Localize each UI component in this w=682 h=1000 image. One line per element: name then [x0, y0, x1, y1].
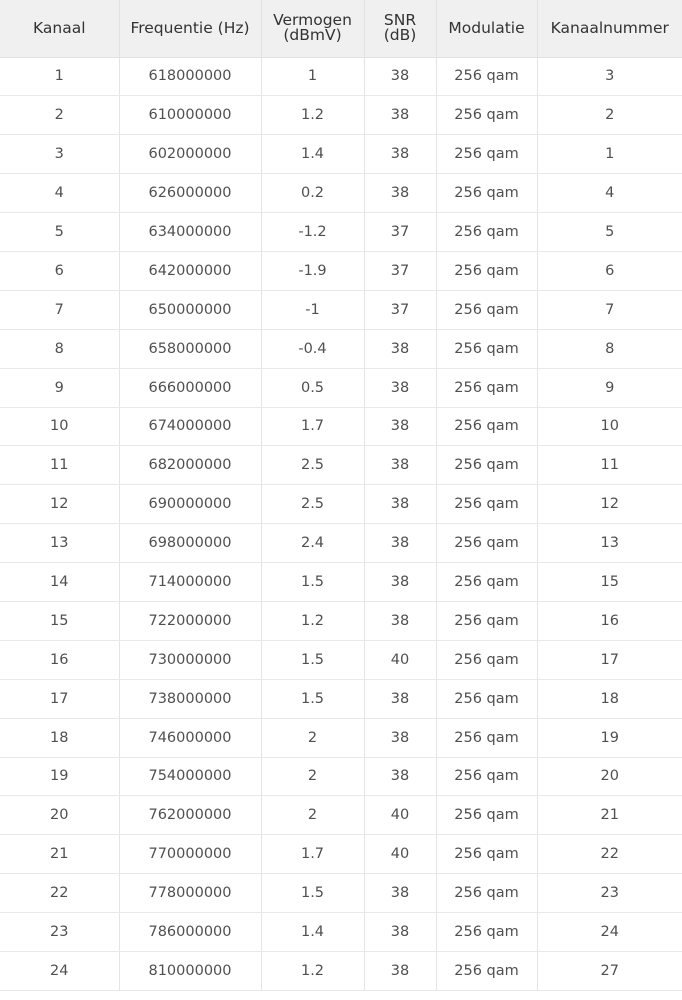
cell-vermogen: 1.5 — [261, 679, 364, 718]
cell-snr: 38 — [364, 524, 436, 563]
cell-frequentie: 626000000 — [119, 174, 261, 213]
table-row — [0, 290, 682, 329]
table-row — [0, 796, 682, 835]
cell-modulatie: 256 qam — [436, 913, 537, 952]
cell-vermogen: 1.7 — [261, 407, 364, 446]
cell-frequentie: 634000000 — [119, 213, 261, 252]
cell-modulatie: 256 qam — [436, 135, 537, 174]
cell-kanaalnummer: 11 — [537, 446, 682, 485]
cell-vermogen: 2.5 — [261, 485, 364, 524]
cell-snr: 40 — [364, 835, 436, 874]
cell-snr: 38 — [364, 485, 436, 524]
cell-kanaalnummer: 21 — [537, 796, 682, 835]
cell-modulatie: 256 qam — [436, 485, 537, 524]
cell-kanaalnummer: 27 — [537, 951, 682, 990]
header-label: Vermogen — [273, 11, 352, 30]
cell-kanaal: 16 — [0, 640, 119, 679]
cell-vermogen: 1.5 — [261, 874, 364, 913]
cell-vermogen: 1.4 — [261, 135, 364, 174]
cell-snr: 38 — [364, 368, 436, 407]
cell-vermogen: 1.7 — [261, 835, 364, 874]
table-row — [0, 174, 682, 213]
cell-snr: 38 — [364, 407, 436, 446]
header-unit: (dB) — [383, 26, 417, 45]
table-row — [0, 679, 682, 718]
cell-modulatie: 256 qam — [436, 524, 537, 563]
cell-kanaal: 7 — [0, 290, 119, 329]
cell-frequentie: 610000000 — [119, 96, 261, 135]
cell-kanaalnummer: 16 — [537, 601, 682, 640]
cell-vermogen: 1.2 — [261, 96, 364, 135]
table-row — [0, 368, 682, 407]
cell-kanaal: 21 — [0, 835, 119, 874]
cell-modulatie: 256 qam — [436, 290, 537, 329]
header-label: Kanaalnummer — [550, 18, 669, 37]
cell-kanaalnummer: 17 — [537, 640, 682, 679]
cell-kanaal: 1 — [0, 57, 119, 96]
cell-frequentie: 602000000 — [119, 135, 261, 174]
cell-vermogen: 1.4 — [261, 913, 364, 952]
cell-kanaal: 12 — [0, 485, 119, 524]
table-row — [0, 718, 682, 757]
table-row — [0, 913, 682, 952]
table-row — [0, 874, 682, 913]
cell-kanaalnummer: 6 — [537, 251, 682, 290]
cell-kanaalnummer: 20 — [537, 757, 682, 796]
cell-snr: 38 — [364, 874, 436, 913]
cell-kanaal: 18 — [0, 718, 119, 757]
cell-frequentie: 618000000 — [119, 57, 261, 96]
cell-frequentie: 778000000 — [119, 874, 261, 913]
cell-kanaal: 2 — [0, 96, 119, 135]
cell-modulatie: 256 qam — [436, 57, 537, 96]
cell-modulatie: 256 qam — [436, 407, 537, 446]
cell-vermogen: 1.2 — [261, 951, 364, 990]
cell-frequentie: 810000000 — [119, 951, 261, 990]
cell-frequentie: 714000000 — [119, 563, 261, 602]
cell-modulatie: 256 qam — [436, 718, 537, 757]
table-row — [0, 524, 682, 563]
cell-frequentie: 658000000 — [119, 329, 261, 368]
table-row — [0, 135, 682, 174]
cell-kanaal: 17 — [0, 679, 119, 718]
cell-kanaal: 11 — [0, 446, 119, 485]
cell-vermogen: 1.5 — [261, 563, 364, 602]
cell-frequentie: 642000000 — [119, 251, 261, 290]
cell-kanaalnummer: 9 — [537, 368, 682, 407]
cell-snr: 38 — [364, 563, 436, 602]
cell-modulatie: 256 qam — [436, 640, 537, 679]
header-label: Kanaal — [32, 18, 86, 37]
cell-kanaal: 19 — [0, 757, 119, 796]
cell-kanaal: 4 — [0, 174, 119, 213]
cell-kanaal: 20 — [0, 796, 119, 835]
table-row — [0, 757, 682, 796]
cell-modulatie: 256 qam — [436, 174, 537, 213]
cell-vermogen: 2 — [261, 796, 364, 835]
cell-snr: 38 — [364, 329, 436, 368]
cell-frequentie: 666000000 — [119, 368, 261, 407]
table-row — [0, 485, 682, 524]
cell-snr: 38 — [364, 951, 436, 990]
cell-snr: 38 — [364, 601, 436, 640]
cell-modulatie: 256 qam — [436, 874, 537, 913]
header-snr — [364, 0, 436, 57]
table-row — [0, 57, 682, 96]
cell-kanaal: 3 — [0, 135, 119, 174]
cell-modulatie: 256 qam — [436, 757, 537, 796]
cell-frequentie: 682000000 — [119, 446, 261, 485]
cell-kanaalnummer: 10 — [537, 407, 682, 446]
cell-snr: 38 — [364, 135, 436, 174]
cell-snr: 40 — [364, 796, 436, 835]
cell-kanaal: 24 — [0, 951, 119, 990]
cell-frequentie: 746000000 — [119, 718, 261, 757]
cell-frequentie: 674000000 — [119, 407, 261, 446]
cell-modulatie: 256 qam — [436, 368, 537, 407]
cell-kanaal: 13 — [0, 524, 119, 563]
cell-vermogen: -1 — [261, 290, 364, 329]
table-row — [0, 213, 682, 252]
cell-kanaal: 10 — [0, 407, 119, 446]
cell-modulatie: 256 qam — [436, 601, 537, 640]
header-label: SNR — [383, 11, 417, 30]
cell-snr: 38 — [364, 757, 436, 796]
cell-snr: 37 — [364, 251, 436, 290]
cell-vermogen: 2 — [261, 718, 364, 757]
header-frequentie — [119, 0, 261, 57]
cell-kanaalnummer: 23 — [537, 874, 682, 913]
cell-kanaal: 5 — [0, 213, 119, 252]
cell-vermogen: 0.2 — [261, 174, 364, 213]
cell-vermogen: 2.4 — [261, 524, 364, 563]
cell-kanaalnummer: 5 — [537, 213, 682, 252]
cell-kanaal: 8 — [0, 329, 119, 368]
table-row — [0, 407, 682, 446]
table-row — [0, 329, 682, 368]
table-row — [0, 563, 682, 602]
table-row — [0, 96, 682, 135]
cell-frequentie: 722000000 — [119, 601, 261, 640]
cell-modulatie: 256 qam — [436, 96, 537, 135]
cell-kanaalnummer: 8 — [537, 329, 682, 368]
cell-modulatie: 256 qam — [436, 213, 537, 252]
cell-snr: 38 — [364, 913, 436, 952]
table-row — [0, 446, 682, 485]
cell-frequentie: 698000000 — [119, 524, 261, 563]
cell-kanaalnummer: 7 — [537, 290, 682, 329]
cell-snr: 38 — [364, 679, 436, 718]
cell-kanaal: 22 — [0, 874, 119, 913]
table-body — [0, 57, 682, 990]
cell-vermogen: 1.5 — [261, 640, 364, 679]
cell-frequentie: 730000000 — [119, 640, 261, 679]
cell-modulatie: 256 qam — [436, 251, 537, 290]
cell-kanaalnummer: 13 — [537, 524, 682, 563]
cell-kanaalnummer: 3 — [537, 57, 682, 96]
cell-snr: 38 — [364, 57, 436, 96]
cell-vermogen: 1.2 — [261, 601, 364, 640]
cell-snr: 40 — [364, 640, 436, 679]
cell-snr: 37 — [364, 213, 436, 252]
header-vermogen — [261, 0, 364, 57]
cell-frequentie: 754000000 — [119, 757, 261, 796]
cell-frequentie: 762000000 — [119, 796, 261, 835]
cell-kanaal: 23 — [0, 913, 119, 952]
cell-vermogen: -1.9 — [261, 251, 364, 290]
cell-kanaal: 9 — [0, 368, 119, 407]
table-row — [0, 951, 682, 990]
cell-modulatie: 256 qam — [436, 446, 537, 485]
table-header — [0, 0, 682, 57]
cell-modulatie: 256 qam — [436, 796, 537, 835]
cell-kanaal: 6 — [0, 251, 119, 290]
cell-snr: 38 — [364, 174, 436, 213]
cell-modulatie: 256 qam — [436, 329, 537, 368]
cell-vermogen: 2.5 — [261, 446, 364, 485]
cell-modulatie: 256 qam — [436, 951, 537, 990]
cell-modulatie: 256 qam — [436, 563, 537, 602]
cell-frequentie: 690000000 — [119, 485, 261, 524]
cell-snr: 37 — [364, 290, 436, 329]
cell-kanaalnummer: 12 — [537, 485, 682, 524]
header-label: Frequentie (Hz) — [130, 18, 250, 37]
cell-kanaalnummer: 15 — [537, 563, 682, 602]
cell-kanaalnummer: 1 — [537, 135, 682, 174]
header-kanaalnummer — [537, 0, 682, 57]
cell-snr: 38 — [364, 446, 436, 485]
cell-frequentie: 738000000 — [119, 679, 261, 718]
cell-snr: 38 — [364, 96, 436, 135]
cell-vermogen: -0.4 — [261, 329, 364, 368]
cell-kanaalnummer: 22 — [537, 835, 682, 874]
header-row — [0, 0, 682, 57]
cell-modulatie: 256 qam — [436, 835, 537, 874]
cell-kanaalnummer: 2 — [537, 96, 682, 135]
header-kanaal — [0, 0, 119, 57]
cell-frequentie: 770000000 — [119, 835, 261, 874]
cell-vermogen: 0.5 — [261, 368, 364, 407]
cell-kanaal: 14 — [0, 563, 119, 602]
cell-kanaalnummer: 19 — [537, 718, 682, 757]
cell-kanaalnummer: 4 — [537, 174, 682, 213]
table-row — [0, 835, 682, 874]
cell-vermogen: -1.2 — [261, 213, 364, 252]
cell-snr: 38 — [364, 718, 436, 757]
header-label: Modulatie — [448, 18, 525, 37]
cell-kanaalnummer: 18 — [537, 679, 682, 718]
cell-vermogen: 1 — [261, 57, 364, 96]
table-row — [0, 640, 682, 679]
table-row — [0, 251, 682, 290]
header-unit: (dBmV) — [283, 26, 342, 45]
cell-frequentie: 786000000 — [119, 913, 261, 952]
header-modulatie — [436, 0, 537, 57]
cell-kanaal: 15 — [0, 601, 119, 640]
cell-modulatie: 256 qam — [436, 679, 537, 718]
cell-kanaalnummer: 24 — [537, 913, 682, 952]
cell-vermogen: 2 — [261, 757, 364, 796]
cell-frequentie: 650000000 — [119, 290, 261, 329]
table-row — [0, 601, 682, 640]
